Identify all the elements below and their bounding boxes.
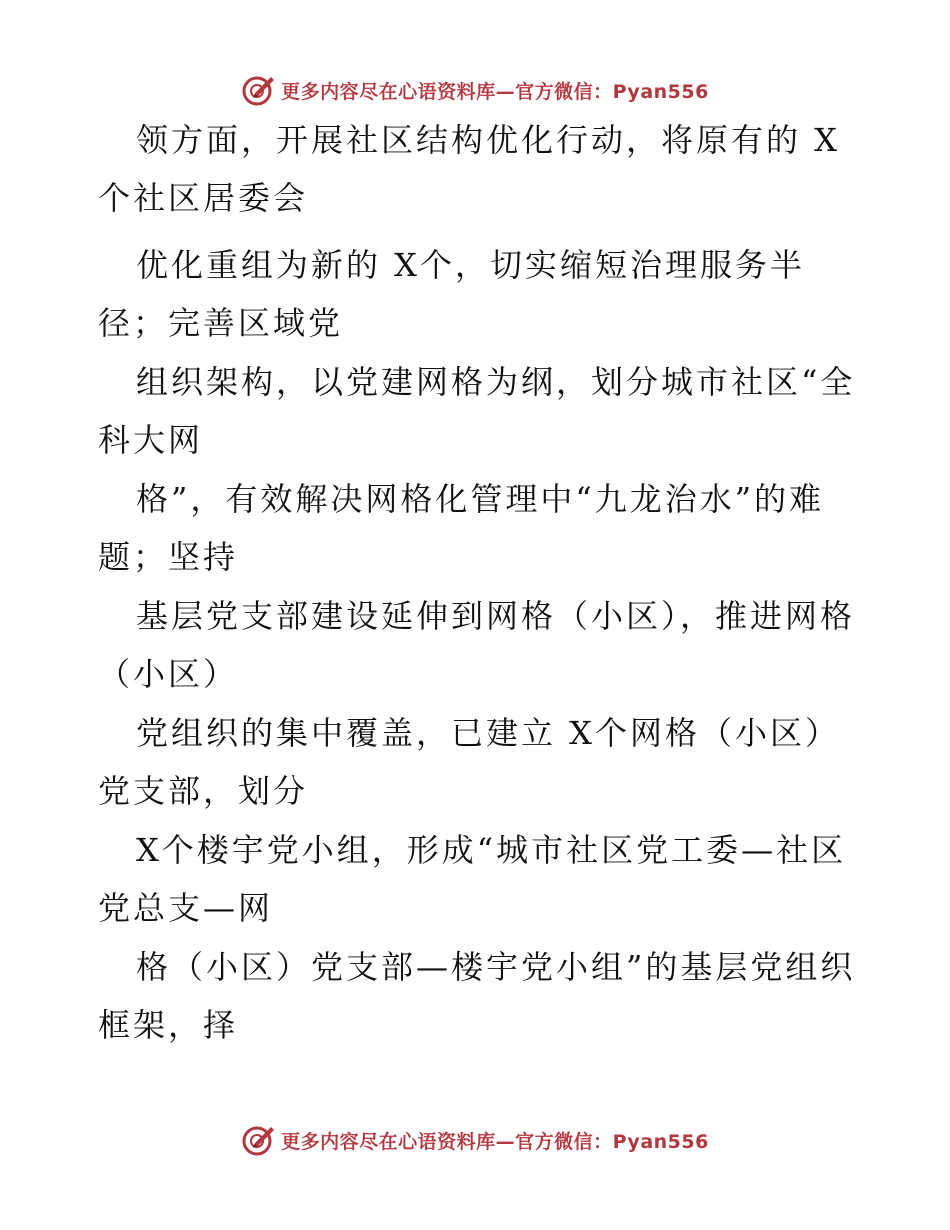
header-banner-text: 更多内容尽在心语资料库—官方微信：Pyan556 [281,80,709,103]
body-line: 科大网 [98,421,204,459]
body-line: 基层党支部建设延伸到网格（小区），推进网格 [136,597,856,635]
body-line: 框架，择 [98,1006,239,1044]
pen-logo-icon [241,1123,275,1157]
header-banner [0,70,950,110]
footer-banner [0,1120,950,1160]
body-line: 优化重组为新的 X个，切实缩短治理服务半 [136,246,805,284]
footer-banner-text: 更多内容尽在心语资料库—官方微信：Pyan556 [281,1130,709,1153]
body-line: 党总支—网 [98,889,274,927]
body-line: 党支部，划分 [98,772,309,810]
body-line: 径；完善区域党 [98,304,344,342]
body-line: （小区） [98,655,239,693]
body-line: 组织架构，以党建网格为纲，划分城市社区“全 [136,363,856,401]
body-line: 领方面，开展社区结构优化行动，将原有的 X [136,121,840,159]
body-line: 格（小区）党支部—楼宇党小组”的基层党组织 [136,948,856,986]
body-line: 格”，有效解决网格化管理中“九龙治水”的难 [136,480,825,518]
body-line: X个楼宇党小组，形成“城市社区党工委—社区 [136,831,847,869]
body-line: 个社区居委会 [98,179,309,217]
body-line: 题；坚持 [98,538,239,576]
pen-logo-icon [241,73,275,107]
body-line: 党组织的集中覆盖，已建立 X个网格（小区） [136,714,840,752]
